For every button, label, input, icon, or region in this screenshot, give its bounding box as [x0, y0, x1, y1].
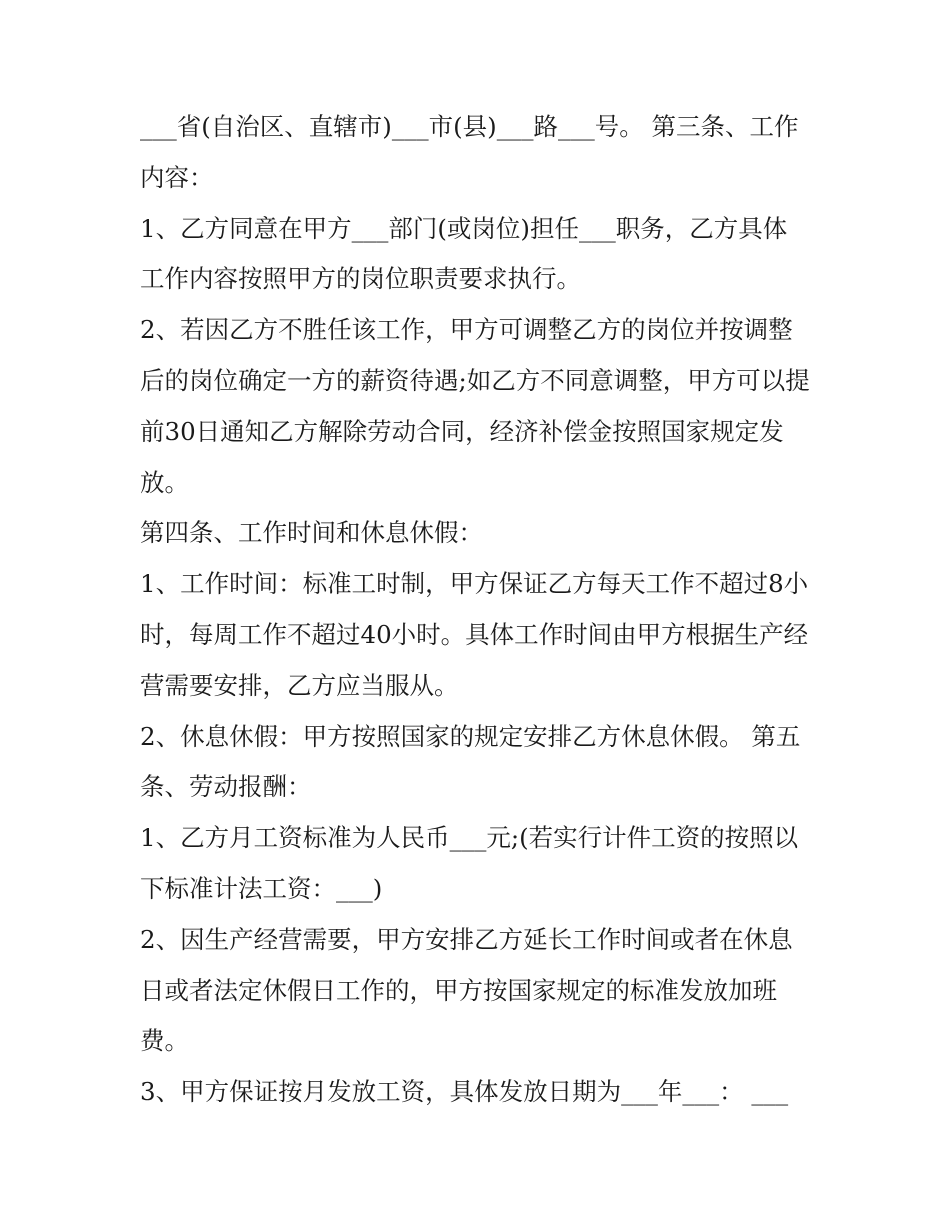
paragraph-rest-leave-article-5: 2、休息休假：甲方按照国家的规定安排乙方休息休假。 第五条、劳动报酬： [140, 721, 801, 802]
paragraph-monthly-salary: 1、乙方月工资标准为人民币___元;(若实行计件工资的按照以下标准计法工资：___) [140, 823, 799, 903]
paragraph-job-adjustment: 2、若因乙方不胜任该工作，甲方可调整乙方的岗位并按调整后的岗位确定一方的薪资待遇;如乙方不同意调整，甲方可以提前30日通知乙方解除劳动合同，经济补偿金按照国家规定发放。 [140, 315, 810, 497]
document-body [140, 102, 810, 1118]
paragraph-working-hours: 1、工作时间：标准工时制，甲方保证乙方每天工作不超过8小时，每周工作不超过40小时。具体工作时间由甲方根据生产经营需要安排，乙方应当服从。 [140, 569, 809, 700]
paragraph-job-duty: 1、乙方同意在甲方___部门(或岗位)担任___职务，乙方具体工作内容按照甲方的岗位职责要求执行。 [140, 213, 788, 294]
paragraph-overtime-pay: 2、因生产经营需要，甲方安排乙方延长工作时间或者在休息日或者法定休假日工作的，甲方按国家规定的标准发放加班费。 [140, 924, 793, 1056]
paragraph-address-article-3: ___省(自治区、直辖市)___市(县)___路___号。 第三条、工作内容： [140, 112, 799, 192]
paragraph-pay-date: 3、甲方保证按月发放工资，具体发放日期为___年___： ___ [140, 1077, 789, 1107]
paragraph-article-4-heading: 第四条、工作时间和休息休假： [140, 518, 483, 548]
